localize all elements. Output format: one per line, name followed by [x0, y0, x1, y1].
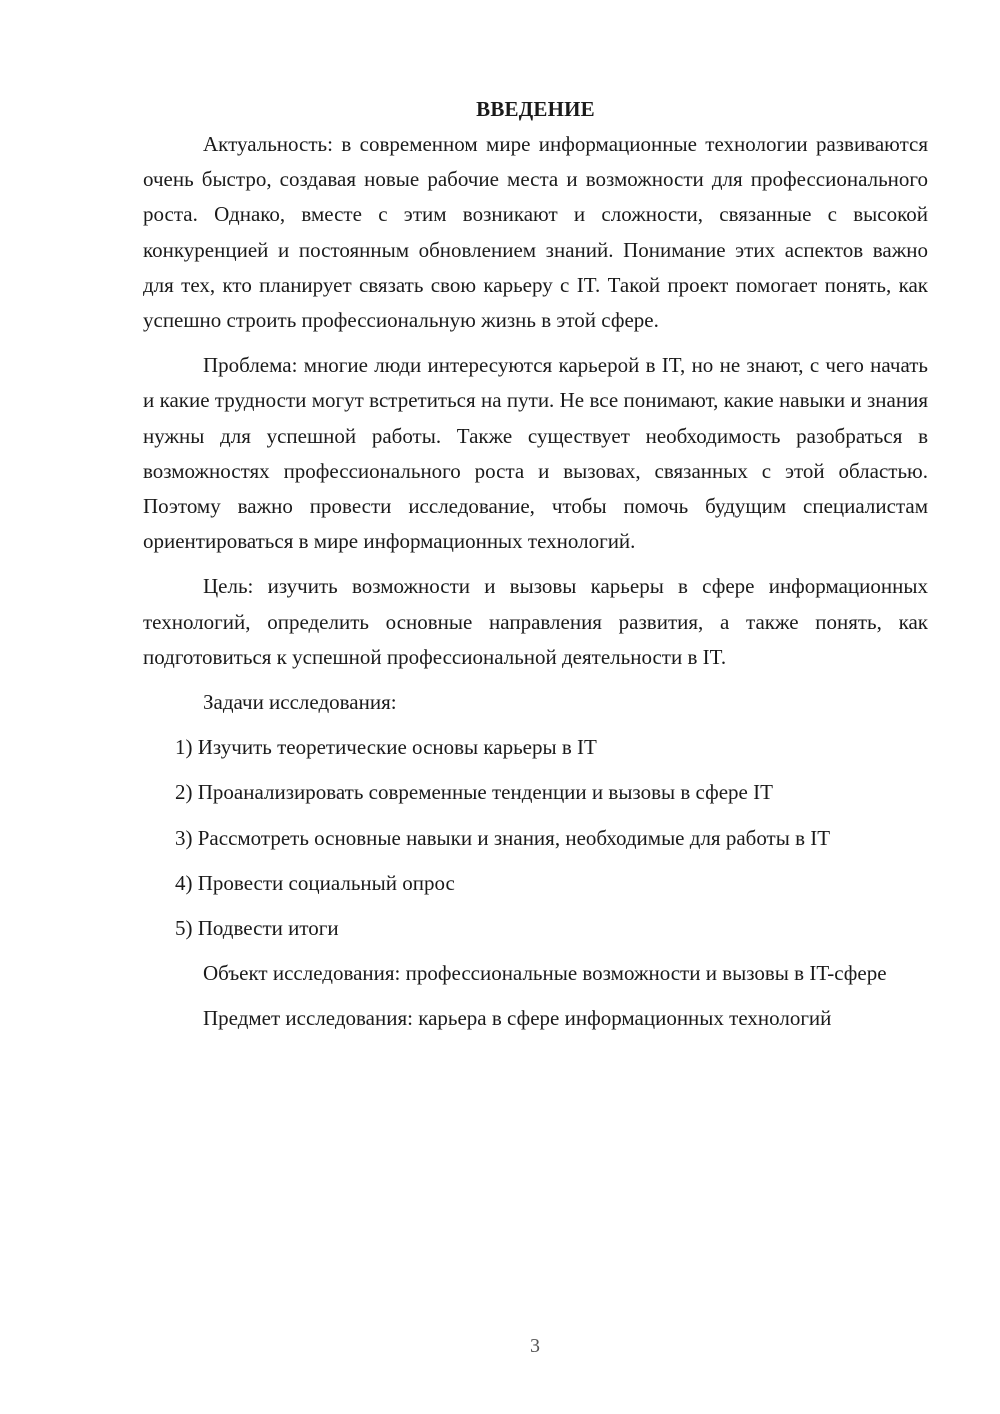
task-item: 2) Проанализировать современные тенденции и вызовы в сфере IT: [175, 780, 773, 805]
task-item: 1) Изучить теоретические основы карьеры в IT: [175, 735, 597, 760]
section-title: ВВЕДЕНИЕ: [476, 97, 595, 121]
document-page: [143, 92, 928, 1047]
tasks-heading: Задачи исследования:: [203, 690, 397, 715]
paragraph-problem: Проблема: многие люди интересуются карьерой в IT, но не знают, с чего начать и какие трудности могут встретиться на пути. Не все понимают, какие навыки и знания нужны для успешной работы. Также существует необходимость разобраться в возможностях профессионального роста и вызовах, связанных с этой областью. Поэтому важно провести исследование, чтобы помочь будущим специалистам ориентироваться в мире информационных технологий.: [143, 353, 928, 554]
page-number: 3: [530, 1335, 540, 1357]
task-item: 5) Подвести итоги: [175, 916, 339, 941]
paragraph-relevance: Актуальность: в современном мире информационные технологии развиваются очень быстро, создавая новые рабочие места и возможности для профессионального роста. Однако, вместе с этим возникают и сложности, связанные с высокой конкуренцией и постоянным обновлением знаний. Понимание этих аспектов важно для тех, кто планирует связать свою карьеру с IT. Такой проект помогает понять, как успешно строить профессиональную жизнь в этой сфере.: [143, 132, 928, 333]
paragraph-goal: Цель: изучить возможности и вызовы карьеры в сфере информационных технологий, определить основные направления развития, а также понять, как подготовиться к успешной профессиональной деятельности в IT.: [143, 574, 928, 669]
task-item: 4) Провести социальный опрос: [175, 870, 455, 895]
paragraph-subject: Предмет исследования: карьера в сфере информационных технологий: [203, 1006, 832, 1031]
paragraph-object: Объект исследования: профессиональные возможности и вызовы в IT-сфере: [203, 961, 887, 986]
task-item: 3) Рассмотреть основные навыки и знания, необходимые для работы в IT: [175, 825, 831, 850]
